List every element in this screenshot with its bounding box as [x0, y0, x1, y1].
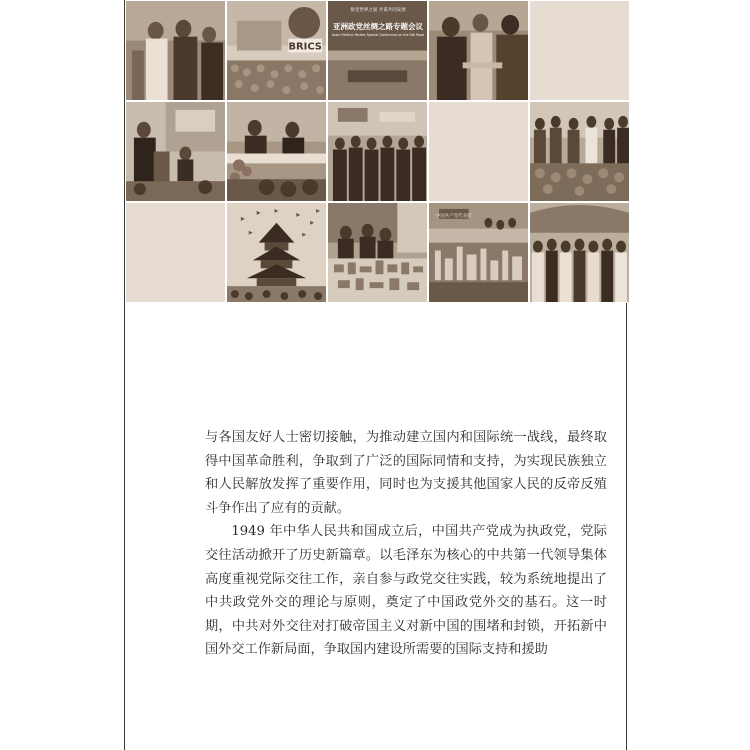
beige-tile — [428, 101, 529, 202]
paragraph-1: 与各国友好人士密切接触，为推动建立国内和国际统一战线，最终取得中国革命胜利，争取到了广泛的国际同情和支持，为实现民族独立和人民解放发挥了重要作用，同时也为支援其他国家人民的反帝反殖斗争作出了应有的贡献。 — [205, 430, 607, 516]
photo-field-visit — [529, 101, 630, 202]
beige-tile — [529, 0, 630, 101]
photo-delegation-group — [327, 101, 428, 202]
paragraph-2: 1949 年中华人民共和国成立后，中国共产党成为执政党，党际交往活动掀开了历史新篇章。以毛泽东为核心的中共第一代领导集体高度重视党际交往工作，亲自参与政党交往实践，较为系统地提出了中共政党外交的理论与原则，奠定了中国政党外交的基石。这一时期，中共对外交往对打破帝国主义对新中国的围堵和封锁，开拓新中国外交工作新局面，争取国内建设所需要的国际支持和援助 — [205, 524, 607, 658]
banner-sub-text: Asian Political Parties Special Conference on the Silk Road — [331, 33, 425, 37]
photo-speaker-podium — [125, 101, 226, 202]
brics-text: BRICS — [288, 41, 322, 53]
banner-title-text: 亚洲政党丝绸之路专题会议 — [333, 22, 423, 31]
book-page — [124, 0, 627, 750]
photo-brics-venue — [226, 0, 327, 101]
photo-temple-of-heaven — [226, 202, 327, 303]
photo-conference-banner — [327, 0, 428, 101]
photo-cityscape-showcase — [428, 202, 529, 303]
screen-text: 中国共产党代表团 — [436, 213, 472, 219]
photo-interview-reporters — [125, 0, 226, 101]
beige-tile — [125, 202, 226, 303]
photo-mosaic — [125, 0, 628, 302]
body-text — [205, 426, 607, 662]
photo-exhibition-model — [327, 202, 428, 303]
photo-handshake — [428, 0, 529, 101]
banner-top-text: 接受世界之面 共谋共同发展 — [350, 8, 406, 13]
photo-group-portrait — [529, 202, 630, 303]
photo-meeting-table — [226, 101, 327, 202]
